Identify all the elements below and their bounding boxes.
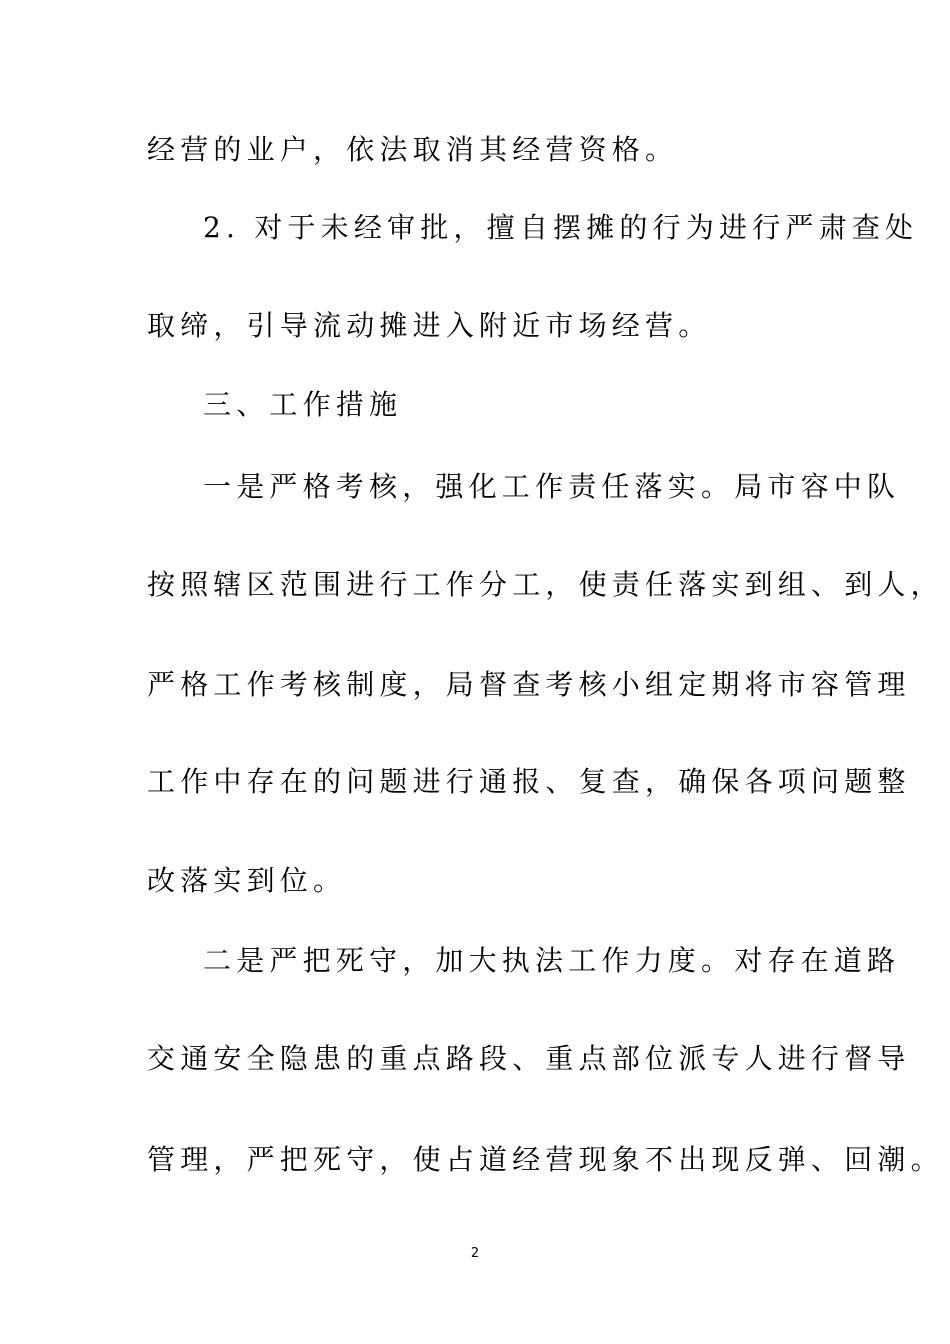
text-line: 改落实到位。 [147,864,347,897]
section-heading: 三、工作措施 [203,388,403,421]
text-line: 一是严格考核，强化工作责任落实。局市容中队 [203,470,901,503]
text-line: 2. 对于未经审批，擅自摆摊的行为进行严肃查处 [203,211,919,244]
text-line: 管理，严把死守，使占道经营现象不出现反弹、回潮。 [147,1143,944,1176]
text-line: 二是严把死守，加大执法工作力度。对存在道路 [203,944,901,977]
text-line: 工作中存在的问题进行通报、复查，确保各项问题整 [147,765,911,798]
text-line: 取缔，引导流动摊进入附近市场经营。 [147,309,712,342]
text-line: 按照辖区范围进行工作分工，使责任落实到组、到人， [147,568,944,601]
text-line: 经营的业户，依法取消其经营资格。 [147,133,679,166]
text-line: 交通安全隐患的重点路段、重点部位派专人进行督导 [147,1042,911,1075]
text-line: 严格工作考核制度，局督查考核小组定期将市容管理 [147,668,911,701]
page-number: 2 [470,1246,480,1261]
